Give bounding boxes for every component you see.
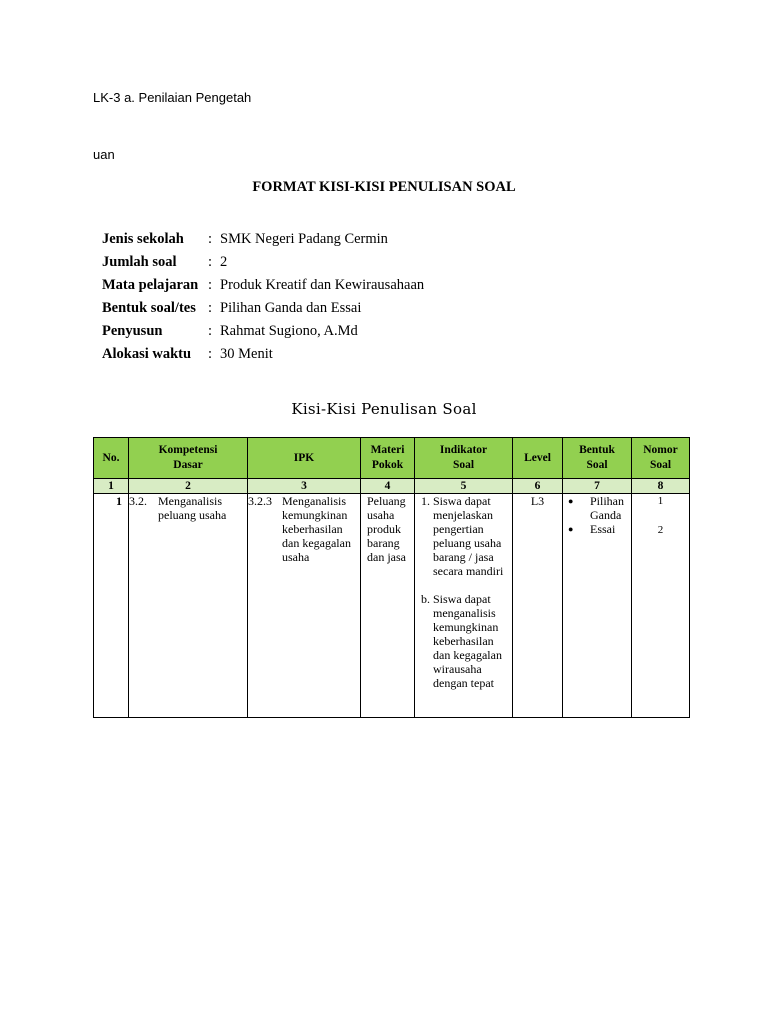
question-form-item <box>563 522 631 536</box>
row-number: 1 <box>94 494 129 718</box>
info-label: Jenis sekolah <box>102 231 184 247</box>
competency-number: 3.2. <box>129 494 147 508</box>
info-separator: : <box>208 231 213 247</box>
indicator-text: Siswa dapat menjelaskan pengertian peluang usaha barang / jasa secara mandiri <box>433 494 504 578</box>
column-header: Indikator Soal <box>415 438 513 479</box>
question-form-item <box>563 494 631 522</box>
info-value: 30 Menit <box>220 346 273 362</box>
indicator-text: Siswa dapat menganalisis kemungkinan keberhasilan dan kegagalan wirausaha dengan tepat <box>433 592 502 690</box>
question-form-cell <box>563 494 632 718</box>
info-separator: : <box>208 254 213 270</box>
question-number: 1 <box>657 495 664 507</box>
column-number: 2 <box>129 479 248 494</box>
ipk-text: Menganalisis kemungkinan keberhasilan dan kegagalan usaha <box>282 494 351 564</box>
info-row-subject <box>102 274 424 297</box>
info-value: SMK Negeri Padang Cermin <box>220 231 388 247</box>
competency-text: Menganalisis peluang usaha <box>158 494 227 522</box>
ipk-cell <box>248 494 361 718</box>
indicator-marker: b. <box>421 592 430 606</box>
info-label: Bentuk soal/tes <box>102 300 196 316</box>
info-label: Jumlah soal <box>102 254 177 270</box>
column-number: 7 <box>563 479 632 494</box>
column-header: Level <box>513 438 563 479</box>
info-value: Rahmat Sugiono, A.Md <box>220 323 358 339</box>
info-separator: : <box>208 277 213 293</box>
info-value: 2 <box>220 254 228 270</box>
indicator-item <box>415 592 512 690</box>
table-header-row <box>94 438 690 479</box>
column-header: No. <box>94 438 129 479</box>
ipk-number: 3.2.3 <box>248 494 272 508</box>
bullet-icon: ● <box>568 524 574 534</box>
column-number: 3 <box>248 479 361 494</box>
info-value: Pilihan Ganda dan Essai <box>220 300 362 316</box>
info-label: Alokasi waktu <box>102 346 192 362</box>
column-header: Kompetensi Dasar <box>129 438 248 479</box>
column-header: Bentuk Soal <box>563 438 632 479</box>
question-number: 2 <box>657 524 664 536</box>
column-header: Materi Pokok <box>361 438 415 479</box>
question-form-text: Essai <box>590 522 616 536</box>
bullet-icon: ● <box>568 496 574 506</box>
column-number: 1 <box>94 479 129 494</box>
column-header: Nomor Soal <box>632 438 690 479</box>
column-number: 6 <box>513 479 563 494</box>
column-number: 5 <box>415 479 513 494</box>
info-separator: : <box>208 323 213 339</box>
table-number-row <box>94 479 690 494</box>
indicator-marker: 1. <box>421 494 430 508</box>
column-number: 8 <box>632 479 690 494</box>
question-number-cell <box>632 494 690 718</box>
worksheet-label: LK-3 a. Penilaian Pengetah <box>93 90 252 105</box>
column-number: 4 <box>361 479 415 494</box>
question-form-text: Pilihan Ganda <box>590 494 625 522</box>
level-cell: L3 <box>513 494 563 718</box>
indicator-item <box>415 494 512 578</box>
materi-cell: Peluang usaha produk barang dan jasa <box>361 494 415 718</box>
info-row-question-count <box>102 251 424 274</box>
info-label: Mata pelajaran <box>102 277 199 293</box>
table-row <box>94 494 690 718</box>
column-header: IPK <box>248 438 361 479</box>
indicator-cell <box>415 494 513 718</box>
info-row-time <box>102 343 424 366</box>
info-label: Penyusun <box>102 323 163 339</box>
page-title: FORMAT KISI-KISI PENULISAN SOAL <box>252 179 516 195</box>
info-row-test-form <box>102 297 424 320</box>
kisi-kisi-table <box>93 437 690 718</box>
info-table <box>102 228 424 366</box>
info-separator: : <box>208 346 213 362</box>
competency-cell <box>129 494 248 718</box>
info-row-school <box>102 228 424 251</box>
worksheet-label-continued: uan <box>93 147 115 162</box>
info-value: Produk Kreatif dan Kewirausahaan <box>220 277 425 293</box>
table-title: Kisi-Kisi Penulisan Soal <box>291 400 477 418</box>
info-separator: : <box>208 300 213 316</box>
info-row-author <box>102 320 424 343</box>
